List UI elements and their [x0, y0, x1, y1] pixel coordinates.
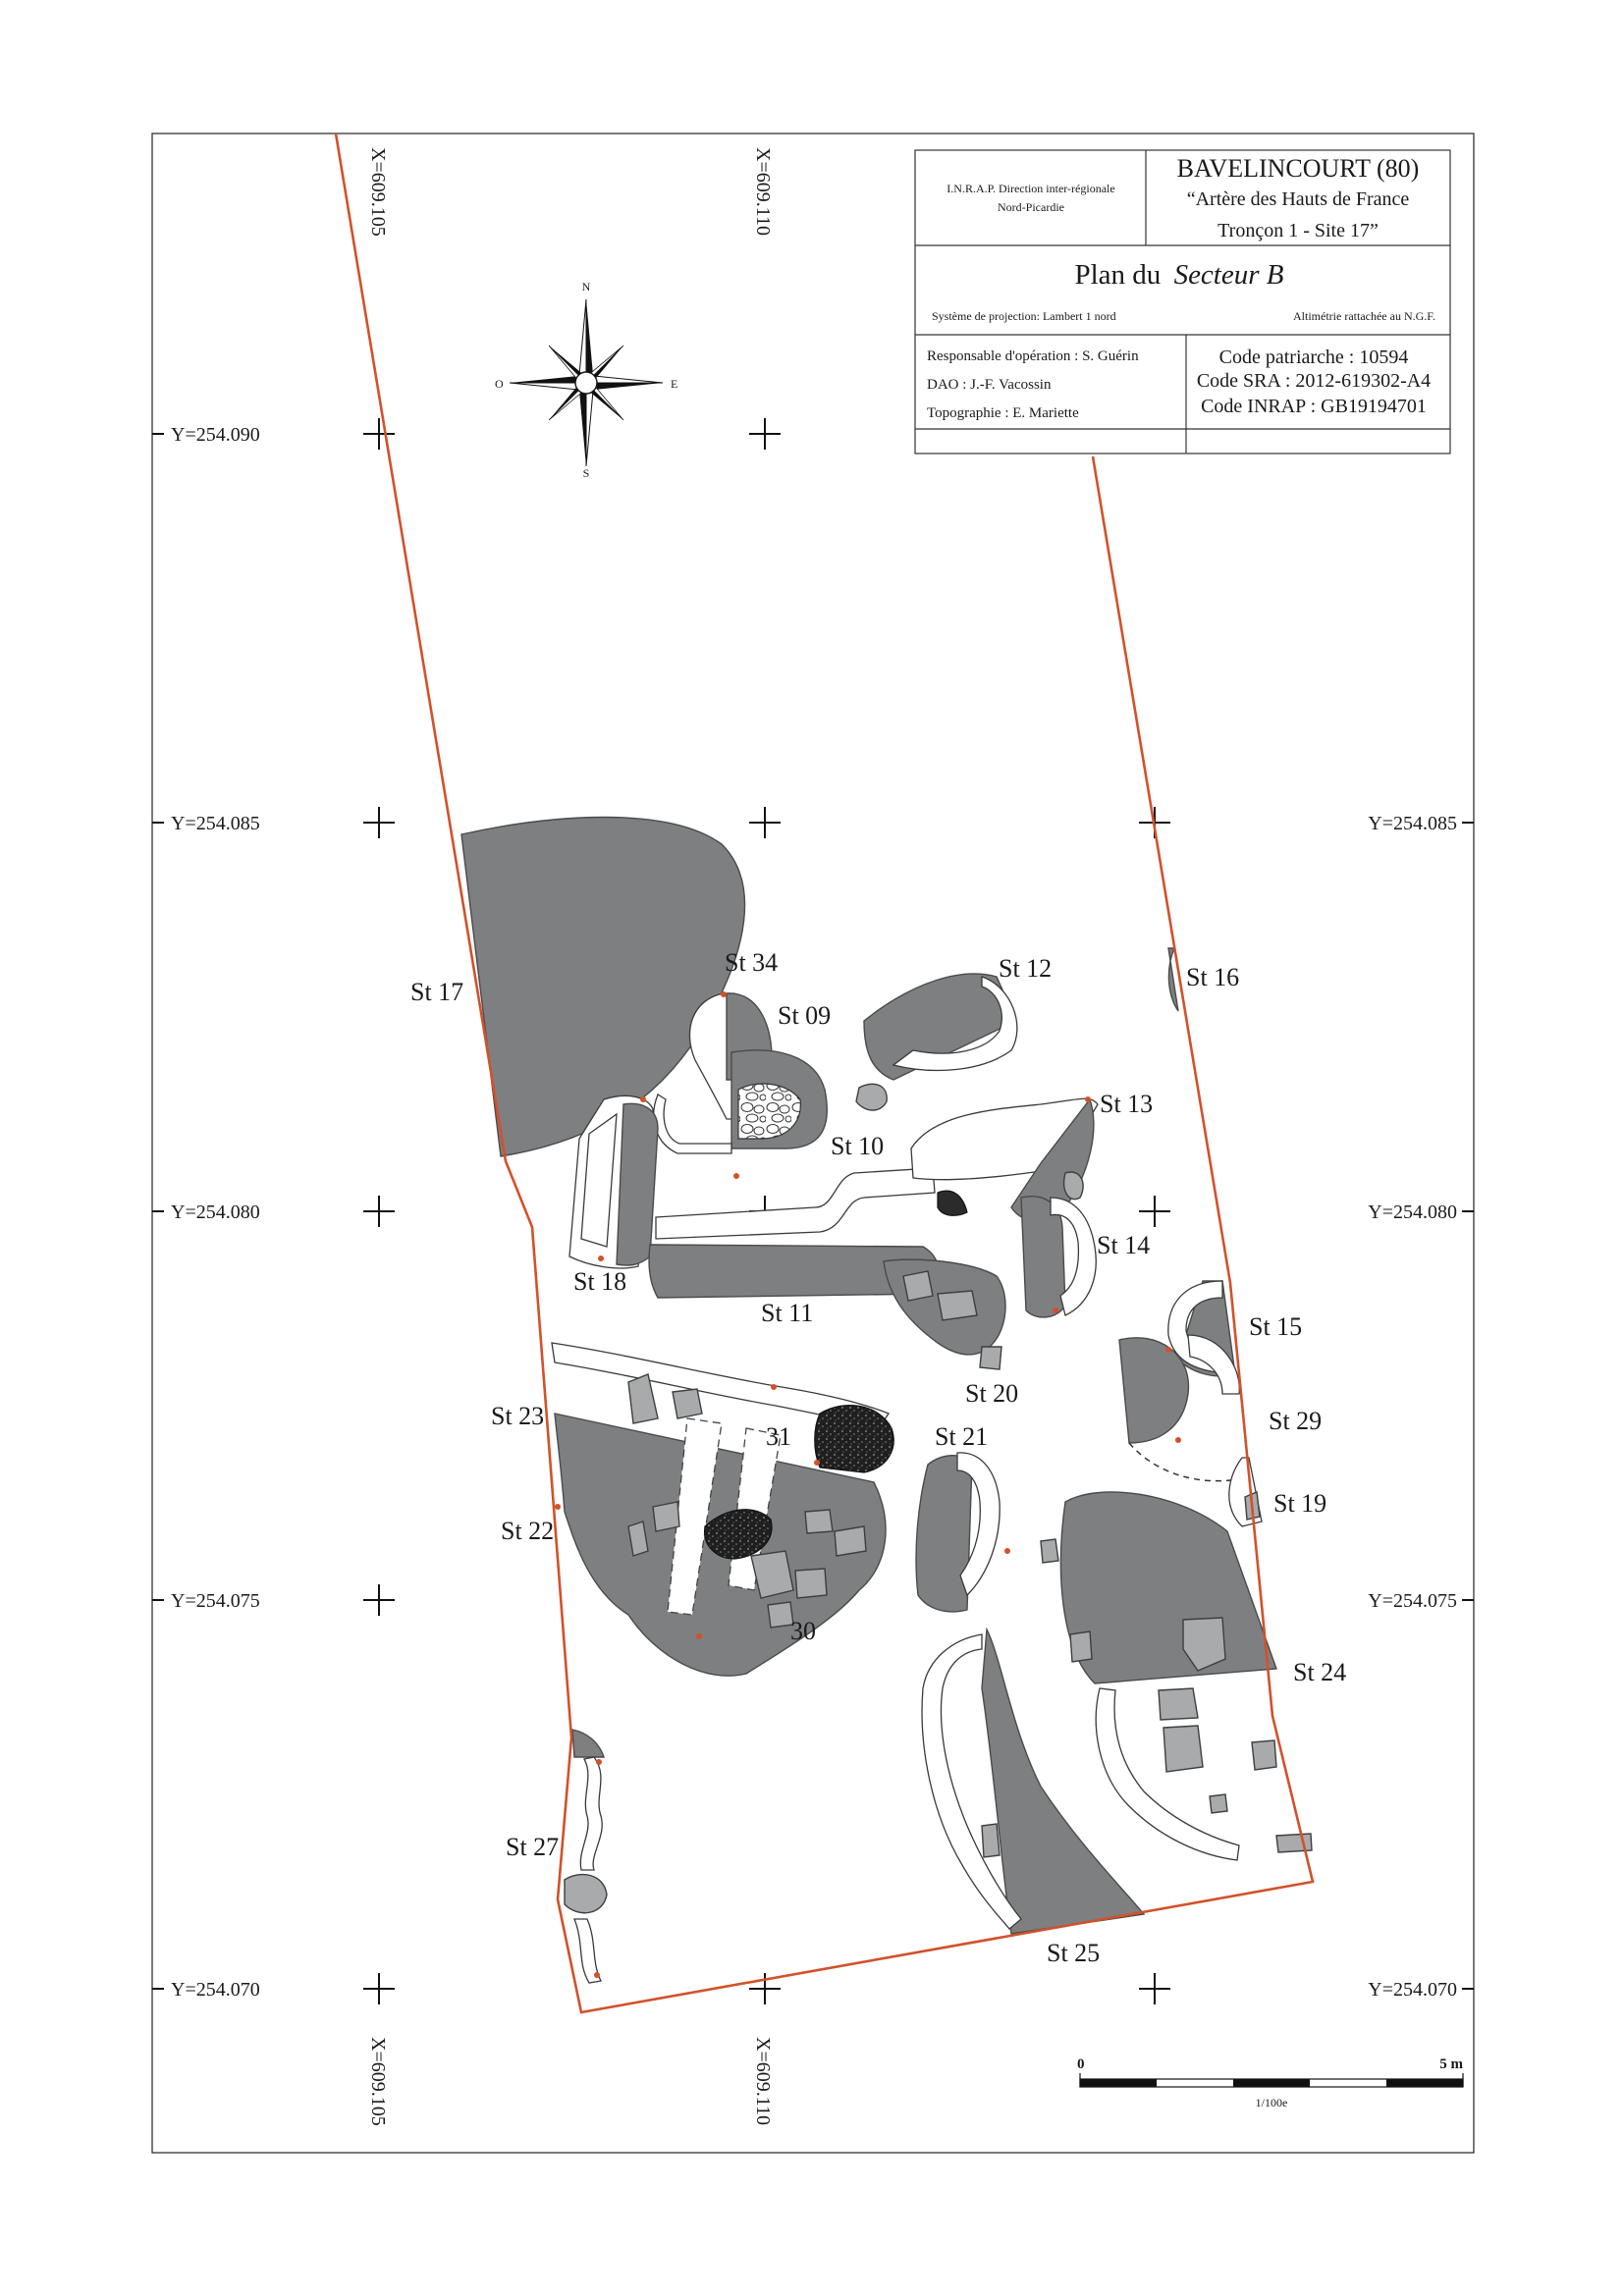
label-st34: St 34	[725, 948, 779, 977]
map-frame	[152, 133, 1474, 2153]
feature-st21-stone	[1041, 1539, 1058, 1563]
y-coord-right-3: Y=254.075	[1368, 1590, 1457, 1612]
title-cartouche	[915, 150, 1450, 454]
feature-st11-rim	[656, 1168, 935, 1239]
label-st15: St 15	[1249, 1312, 1303, 1341]
label-st24: St 24	[1293, 1658, 1347, 1686]
plan-title-prefix: Plan du	[1074, 259, 1162, 291]
label-st09: St 09	[778, 1001, 832, 1030]
label-st16: St 16	[1186, 963, 1240, 991]
code-patriarche: Code patriarche : 10594	[1218, 347, 1409, 368]
feature-st25-stone	[982, 1824, 1000, 1857]
y-coord-left-1: Y=254.090	[171, 424, 260, 446]
dao-credit: DAO : J.-F. Vacossin	[927, 377, 1052, 393]
feature-st24-stone-3	[1159, 1688, 1198, 1720]
org-line-1: I.N.R.A.P. Direction inter-régionale	[947, 182, 1115, 195]
responsable-operation: Responsable d'opération : S. Guérin	[927, 348, 1139, 364]
feature-st27-rim	[580, 1757, 602, 1870]
excavated-features	[461, 818, 1312, 1984]
feature-st22-stone-4	[653, 1502, 679, 1531]
feature-st13-stone	[1064, 1172, 1083, 1200]
label-st23: St 23	[491, 1402, 545, 1430]
compass-south: S	[582, 466, 590, 480]
scale-ratio: 1/100e	[1255, 2096, 1288, 2109]
code-sra: Code SRA : 2012-619302-A4	[1196, 370, 1432, 392]
feature-st22-stone-2	[673, 1389, 702, 1418]
label-st13: St 13	[1100, 1090, 1154, 1118]
compass-east: E	[671, 377, 678, 391]
feature-st19-arc	[1129, 1443, 1247, 1481]
x-coord-bottom-right: X=609.110	[752, 2037, 774, 2125]
compass-rose	[495, 280, 677, 480]
y-coord-right-1: Y=254.085	[1368, 813, 1457, 834]
feature-st24-stone-4	[1163, 1726, 1203, 1772]
y-coord-left-4: Y=254.075	[171, 1590, 260, 1612]
y-coord-left-2: Y=254.085	[171, 813, 260, 834]
compass-west: O	[495, 377, 504, 391]
label-st25: St 25	[1047, 1939, 1101, 1967]
label-st20: St 20	[965, 1379, 1019, 1408]
feature-st20-stone-1	[903, 1271, 933, 1301]
label-st22: St 22	[501, 1517, 555, 1545]
feature-st30-stone-4	[805, 1510, 833, 1533]
label-st18: St 18	[573, 1267, 627, 1296]
site-name: BAVELINCOURT (80)	[1176, 154, 1420, 183]
label-st31: 31	[766, 1422, 791, 1451]
feature-st30-stone-3	[835, 1526, 866, 1556]
feature-st20-stone-2	[938, 1291, 977, 1320]
label-st19: St 19	[1273, 1489, 1327, 1518]
y-coord-right-4: Y=254.070	[1368, 1979, 1457, 2001]
feature-st18-fill	[617, 1103, 658, 1265]
scale-bar	[1077, 2056, 1464, 2109]
compass-needle-icon	[510, 299, 663, 466]
compass-north: N	[581, 280, 591, 294]
feature-st24-stone-5	[1252, 1740, 1276, 1770]
label-st11: St 11	[761, 1299, 814, 1327]
label-st17: St 17	[410, 978, 464, 1006]
y-coord-left-5: Y=254.070	[171, 1979, 260, 2001]
label-st10: St 10	[831, 1132, 885, 1160]
y-coord-left-3: Y=254.080	[171, 1201, 260, 1223]
plan-title	[1075, 259, 1284, 291]
scale-start: 0	[1077, 2056, 1085, 2072]
feature-st24-stone-7	[1210, 1794, 1227, 1813]
feature-st24-stone-2	[1070, 1631, 1092, 1662]
x-coord-bottom-left: X=609.105	[367, 2037, 389, 2126]
label-st30: 30	[790, 1617, 816, 1645]
feature-st30-stone-2	[795, 1569, 827, 1598]
plan-title-sector: Secteur B	[1173, 259, 1284, 291]
label-st14: St 14	[1097, 1231, 1151, 1259]
x-coord-top-left: X=609.105	[367, 147, 389, 237]
feature-st31-dark	[815, 1406, 893, 1472]
feature-st13-dark	[938, 1191, 967, 1215]
projection-system: Système de projection: Lambert 1 nord	[932, 309, 1116, 323]
label-st12: St 12	[999, 954, 1053, 983]
label-st21: St 21	[935, 1422, 989, 1451]
project-line-2: Tronçon 1 - Site 17”	[1217, 220, 1379, 241]
feature-st24-stone-6	[1276, 1834, 1312, 1852]
feature-st27-top	[572, 1730, 604, 1757]
feature-st21	[916, 1456, 972, 1612]
label-st27: St 27	[506, 1833, 560, 1861]
altimetry-reference: Altimétrie rattachée au N.G.F.	[1293, 309, 1435, 323]
topography-credit: Topographie : E. Mariette	[927, 405, 1079, 421]
y-coord-right-2: Y=254.080	[1368, 1201, 1457, 1223]
code-inrap: Code INRAP : GB19194701	[1201, 396, 1427, 417]
feature-st12-stone	[856, 1084, 887, 1110]
feature-st20-stone-3	[980, 1347, 1001, 1369]
x-coord-top-right: X=609.110	[752, 147, 774, 236]
scale-end: 5 m	[1439, 2056, 1463, 2072]
project-line-1: “Artère des Hauts de France	[1186, 188, 1410, 210]
org-line-2: Nord-Picardie	[998, 200, 1064, 214]
label-st29: St 29	[1269, 1407, 1323, 1435]
feature-st27-stone	[565, 1875, 607, 1913]
